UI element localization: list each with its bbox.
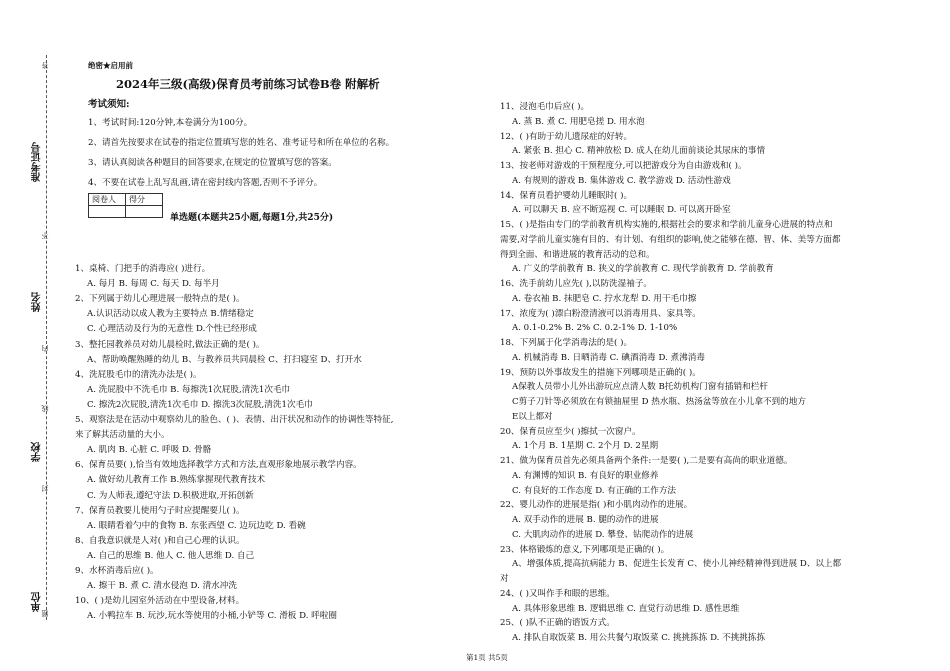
question-option: C剪子刀针等必须放在有锁抽屉里 D 热水瓶、热汤盆等放在小儿拿不到的地方 [512, 397, 806, 407]
question-option: A. 广义的学前教育 B. 狭义的学前教育 C. 现代学前教育 D. 学前教育 [512, 264, 774, 275]
score-cell [89, 206, 126, 218]
question-option: A. 有规则的游戏 B. 集体游戏 C. 教学游戏 D. 活动性游戏 [512, 175, 731, 186]
question-option: A. 每月 B. 每周 C. 每天 D. 每半月 [87, 279, 220, 290]
notice-item: 3、请认真阅读各种题目的回答要求,在规定的位置填写您的答案。 [88, 158, 337, 168]
question-option: A. 具体形象思维 B. 逻辑思维 C. 直觉行动思维 D. 感性思维 [512, 603, 740, 614]
question-text: 24、( )又叫作手和眼的思维。 [500, 588, 615, 599]
question-option: A. 眼睛看着勺中的食物 B. 东张西望 C. 边玩边吃 D. 看碗 [87, 520, 306, 531]
question-option: A. 有渊博的知识 B. 有良好的职业修养 [512, 470, 659, 481]
question-text: 9、水杯消毒后应( )。 [75, 566, 159, 576]
question-option: A. 双手动作的进展 B. 腿的动作的进展 [512, 515, 659, 525]
section-heading: 单选题(本题共25小题,每题1分,共25分) [170, 213, 334, 223]
question-option: A、帮助唤醒熟睡的幼儿 B、与教养员共同晨检 C、打扫寝室 D、打开水 [87, 354, 362, 365]
question-text: 18、下列属于化学消毒法的是( )。 [500, 338, 633, 348]
question-text: 10、( )是幼儿园室外活动在中型设备,材料。 [75, 596, 245, 607]
question-option: A. 机械消毒 B. 日晒消毒 C. 碘酒消毒 D. 煮沸消毒 [512, 352, 705, 363]
question-option: A. 卷衣袖 B. 抹肥皂 C. 拧水龙犁 D. 用干毛巾擦 [512, 293, 697, 304]
question-option: A.认识活动以成人教为主要特点 B.情绪稳定 [87, 309, 254, 320]
question-option: A. 洗屁股中不洗毛巾 B. 每擦洗1次屁股,清洗1次毛巾 [87, 384, 291, 395]
page-title: 2024年三级(高级)保育员考前练习试卷B卷 附解析 [116, 77, 380, 91]
question-text: 得到全面、和谐进展的教育活动的总和。 [500, 249, 655, 260]
question-text: 对 [500, 574, 509, 584]
margin-tick: 答 [41, 62, 49, 69]
question-text: 17、浓度为( )漂白粉澄清液可以消毒用具、家具等。 [500, 308, 701, 319]
question-option: A保教人员带小儿外出游玩应点清人数 B托幼机构门窗有插销和栏杆 [512, 382, 768, 393]
label-unit: 单位 [32, 592, 43, 612]
question-text: 19、预防以外事故发生的措施下列哪项是正确的( )。 [500, 367, 701, 378]
question-option: C. 为人师表,遵纪守法 D.积极进取,开拓创新 [87, 490, 254, 501]
secret-label: 绝密★启用前 [88, 61, 133, 70]
question-option: A. 0.1-0.2% B. 2% C. 0.2-1% D. 1-10% [512, 323, 678, 334]
question-option: A. 自己的思维 B. 他人 C. 他人思维 D. 自己 [87, 550, 255, 561]
margin-tick: 不 [41, 232, 49, 239]
question-text: 12、( )有助于幼儿遗尿症的好转。 [500, 131, 633, 142]
notice-heading: 考试须知: [88, 99, 130, 110]
question-text: 3、整托园教养员对幼儿晨检时,做法正确的是( )。 [75, 339, 265, 350]
notice-item: 2、请首先按要求在试卷的指定位置填写您的姓名、准考证号和所在单位的名称。 [88, 138, 395, 148]
score-cell [126, 206, 163, 218]
question-text: 4、洗屁股毛巾的清洗办法是( )。 [75, 369, 202, 380]
margin-tick: 线 [41, 405, 49, 412]
question-option: A. 肌肉 B. 心脏 C. 呼吸 D. 骨骼 [87, 445, 212, 456]
notice-item: 1、考试时间:120分钟,本卷满分为100分。 [88, 118, 253, 128]
question-option: A. 排队自取饭菜 B. 用公共餐勺取饭菜 C. 挑挑拣拣 D. 不挑挑拣拣 [512, 633, 766, 643]
question-text: 需要,对学前儿童实施有目的、有计划、有组织的影响,使之能够在德、智、体、美等方面都 [500, 234, 841, 245]
question-option: A、增强体质,提高抗病能力 B、促进生长发育 C、使小儿神经精神得到进展 D、以上都 [512, 559, 842, 570]
question-text: 8、自我意识就是人对( )和自己心理的认识。 [75, 535, 245, 546]
question-text: 2、下列属于幼儿心理进展一般特点的是( )。 [75, 294, 245, 305]
question-option: C. 有良好的工作态度 D. 有正确的工作方法 [512, 485, 677, 496]
question-text: 16、洗手前幼儿应先( ),以防洗湿袖子。 [500, 279, 653, 289]
question-option: E以上都对 [512, 411, 553, 422]
score-col-score: 得分 [126, 194, 163, 206]
seal-line [46, 55, 47, 620]
margin-tick: 封 [41, 485, 49, 492]
label-school: 学校 [32, 442, 43, 462]
question-text: 25、( )队不正确的谘饭方式。 [500, 618, 615, 629]
question-text: 14、保育员看护婴幼儿睡眠时( )。 [500, 190, 633, 201]
question-text: 15、( )是指由专门的学前教育机构实施的,根据社会的要求和学前儿童身心进展的特点和 [500, 220, 833, 230]
question-option: A. 紧张 B. 担心 C. 精神放松 D. 成人在幼儿面前谈论其尿床的事情 [512, 146, 766, 157]
question-option: C. 大肌肉动作的进展 D. 攀登、钻爬动作的进展 [512, 529, 694, 540]
question-option: A. 小鸭拉车 B. 玩沙,玩水等使用的小桶,小铲等 C. 滑板 D. 呼啦圈 [87, 611, 337, 622]
question-option: A. 擦干 B. 煮 C. 清水侵泡 D. 清水冲洗 [87, 581, 237, 592]
question-option: C. 擦洗2次屁股,清洗1次毛巾 D. 擦洗3次屁股,清洗1次毛巾 [87, 399, 313, 410]
margin-tick: 内 [41, 345, 49, 352]
question-text: 21、做为保育员首先必须具备两个条件:一是要( ),二是要有高尚的职业道德。 [500, 456, 793, 466]
notice-item: 4、不要在试卷上乱写乱画,请在密封线内答题,否则不予评分。 [88, 178, 323, 188]
label-name: 姓名 [32, 292, 43, 312]
question-option: A. 可以聊天 B. 应不断巡视 C. 可以睡眠 D. 可以离开卧室 [512, 205, 731, 216]
question-option: A. 做好幼儿教育工作 B.熟练掌握现代教育技术 [87, 475, 266, 486]
score-col-reviewer: 阅卷人 [89, 194, 126, 206]
question-option: A. 1个月 B. 1星期 C. 2个月 D. 2星期 [512, 441, 659, 452]
question-text: 7、保育员教要儿使用勺子时应提醒要儿( )。 [75, 505, 245, 516]
question-option: A. 蒸 B. 煮 C. 用肥皂搓 D. 用水泡 [512, 116, 645, 127]
label-exam-number: 准考证号 [32, 142, 43, 182]
question-text: 22、婴儿动作的进展是指( )和小肌肉动作的进展。 [500, 500, 693, 511]
question-text: 6、保育员要( ),恰当有效地选择教学方式和方法,直观形象地展示教学内容。 [75, 460, 362, 471]
question-text: 11、浸泡毛巾后应( )。 [500, 102, 590, 112]
question-text: 1、桌椅、门把手的消毒应( )进行。 [75, 264, 211, 274]
question-text: 来了解其活动量的大小。 [75, 430, 170, 441]
question-option: C. 心理活动及行为的无意性 D.个性已经形成 [87, 324, 257, 335]
page-footer: 第1页 共5页 [466, 653, 508, 662]
margin-tick: 题 [41, 610, 49, 617]
score-table [88, 193, 163, 218]
question-text: 13、按老师对游戏的干预程度分,可以把游戏分为自由游戏和( )。 [500, 161, 747, 171]
question-text: 23、体格锻炼的意义,下列哪项是正确的( )。 [500, 544, 670, 555]
question-text: 5、观察法是在活动中观察幼儿的脸色、( )、表情、出汗状况和动作的协调性等特征, [75, 415, 394, 425]
question-text: 20、保育员应至少( )擦拭一次窗户。 [500, 426, 641, 437]
